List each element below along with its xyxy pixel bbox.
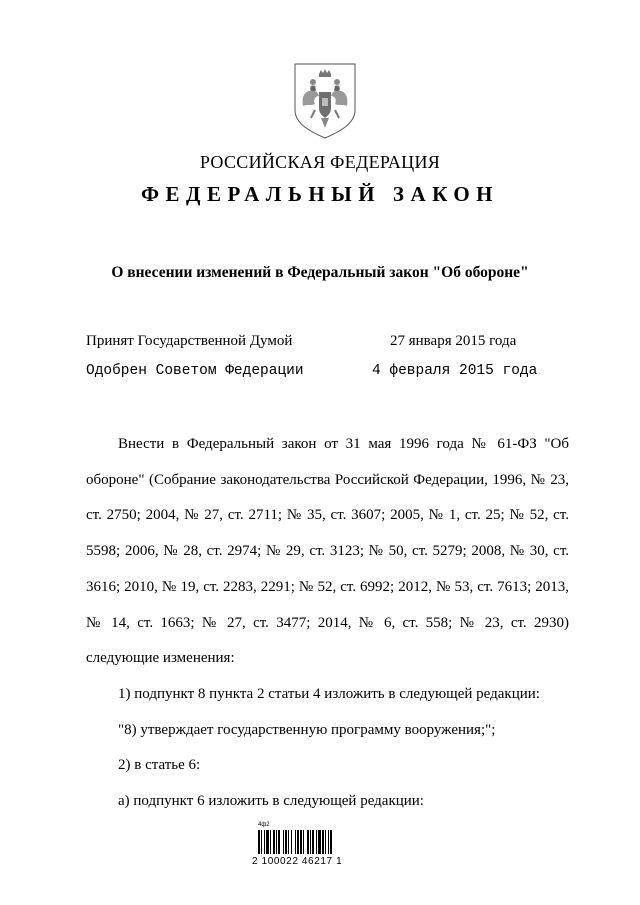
barcode-bar [266, 830, 269, 854]
barcode-bar [288, 830, 289, 854]
barcode-bar [258, 830, 260, 854]
adopted-by-duma-date: 27 января 2015 года [390, 333, 517, 349]
barcode-bar [285, 830, 287, 854]
barcode-bar [303, 830, 304, 854]
amendment-item: а) подпункт 6 изложить в следующей редакции: [118, 793, 424, 810]
barcode-bar [276, 830, 277, 854]
approved-by-council-label: Одобрен Советом Федерации [86, 363, 304, 379]
barcode-tag: 4ф2 [258, 822, 270, 828]
approved-by-council-date: 4 февраля 2015 года [372, 363, 538, 379]
country-heading: РОССИЙСКАЯ ФЕДЕРАЦИЯ [199, 152, 441, 172]
state-emblem-icon [293, 62, 357, 140]
barcode-bar [318, 830, 321, 854]
barcode-bar [273, 830, 275, 854]
law-subject: О внесении изменений в Федеральный закон "Об обороне" [111, 264, 529, 281]
amendment-item: 2) в статье 6: [118, 757, 201, 774]
barcode-bar [278, 830, 280, 854]
barcode-bar [316, 830, 317, 854]
barcode-bar [310, 830, 311, 854]
amendment-item: "8) утверждает государственную программу вооружения;"; [118, 721, 496, 738]
barcode-bar [270, 830, 271, 854]
barcode-bar [300, 830, 302, 854]
barcode-bar [322, 830, 324, 854]
barcode-bar [295, 830, 296, 854]
adopted-by-duma-label: Принят Государственной Думой [86, 333, 293, 349]
barcode-bar [291, 830, 292, 854]
amendment-item: 1) подпункт 8 пункта 2 статьи 4 изложить в следующей редакции: [118, 685, 540, 702]
barcode-bar [264, 830, 265, 854]
barcode [252, 818, 402, 878]
barcode-bar [325, 830, 326, 854]
barcode-bar [307, 830, 309, 854]
barcode-bar [312, 830, 314, 854]
intro-paragraph: Внести в Федеральный закон от 31 мая 1996 года № 61-ФЗ "Об обороне" (Собрание законодательства Российской Федерации, 1996, № 23, ст. 2750; 2004, № 27, ст. 2711; № 35, ст. 3607; 2005, № 1, ст. 25; № 52, ст. 5598; 2006, № 28, ст. 2974; № 29, ст. 3123; № 50, ст. 5279; 2008, № 30, ст. 3616; 2010, № 19, ст. 2283, 2291; № 52, ст. 6992; 2012, № 53, ст. 7613; 2013, № 14, ст. 1663; № 27, ст. 3477; 2014, № 6, ст. 558; № 23, ст. 2930) следующие изменения: [86, 436, 569, 667]
barcode-number: 2 100022 46217 1 [252, 856, 343, 867]
barcode-bar [330, 830, 332, 854]
barcode-bar [283, 830, 284, 854]
barcode-bar [261, 830, 262, 854]
law-body [86, 427, 569, 820]
barcode-bar [297, 830, 299, 854]
barcode-bar [328, 830, 329, 854]
document-type-title: ФЕДЕРАЛЬНЫЙ ЗАКОН [141, 182, 499, 206]
